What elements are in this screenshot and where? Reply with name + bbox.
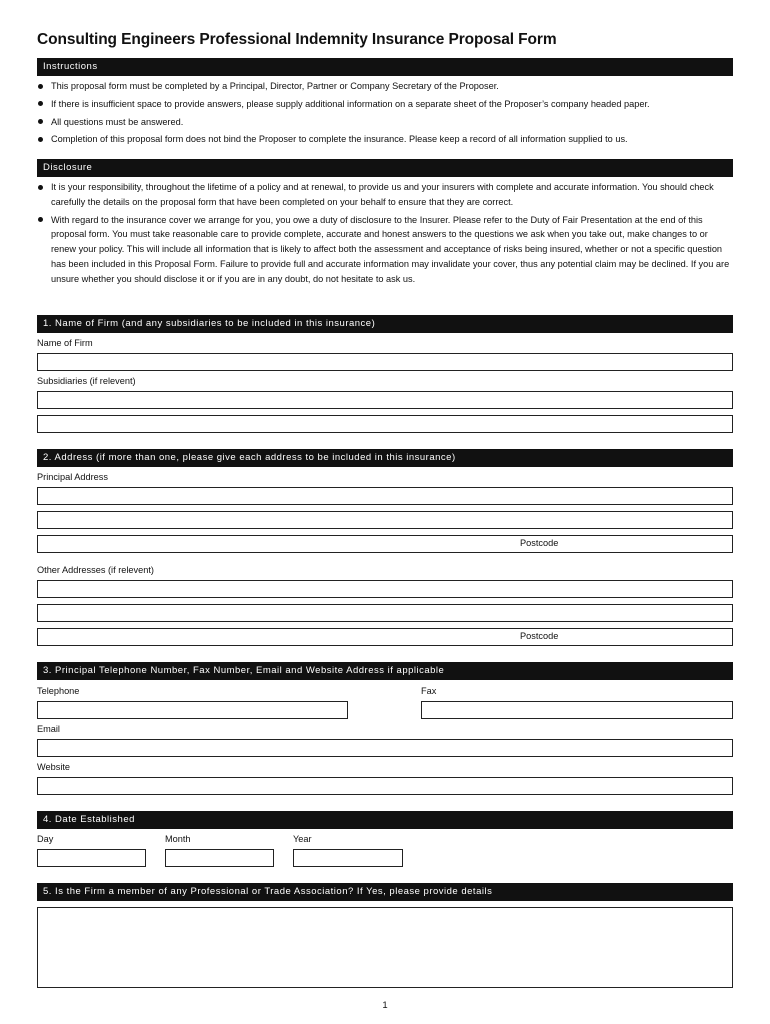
section3-header: 3. Principal Telephone Number, Fax Number, Email and Website Address if applicable xyxy=(37,662,733,680)
disclosure-item: It is your responsibility, throughout the lifetime of a policy and at renewal, to provide us and your insurers with complete and accurate information. You should check carefully the details on the proposal form that have been completed on your behalf to ensure that they are correct. xyxy=(37,180,733,210)
other-address-field-1[interactable] xyxy=(37,580,733,598)
disclosure-list xyxy=(37,180,733,287)
website-label: Website xyxy=(37,762,71,772)
instruction-item: This proposal form must be completed by a Principal, Director, Partner or Company Secretary of the Proposer. xyxy=(37,79,733,94)
telephone-field[interactable] xyxy=(37,701,348,719)
section2-header: 2. Address (if more than one, please give each address to be included in this insurance) xyxy=(37,449,733,467)
instruction-item: All questions must be answered. xyxy=(37,115,733,130)
disclosure-header: Disclosure xyxy=(37,159,733,177)
instructions-header: Instructions xyxy=(37,58,733,76)
month-label: Month xyxy=(165,834,191,844)
principal-address-field-3[interactable] xyxy=(37,535,733,553)
firm-name-field[interactable] xyxy=(37,353,733,371)
day-field[interactable] xyxy=(37,849,146,867)
principal-address-field-2[interactable] xyxy=(37,511,733,529)
subsidiaries-label: Subsidiaries (if relevent) xyxy=(37,376,136,386)
fax-label: Fax xyxy=(421,686,437,696)
subsidiaries-field-1[interactable] xyxy=(37,391,733,409)
instruction-item: If there is insufficient space to provide answers, please supply additional information on a separate sheet of the Proposer’s company headed paper. xyxy=(37,97,733,112)
day-label: Day xyxy=(37,834,54,844)
other-addresses-label: Other Addresses (if relevent) xyxy=(37,565,154,575)
year-field[interactable] xyxy=(293,849,403,867)
website-field[interactable] xyxy=(37,777,733,795)
firm-name-label: Name of Firm xyxy=(37,338,93,348)
disclosure-item: With regard to the insurance cover we arrange for you, you owe a duty of disclosure to the Insurer. Please refer to the Duty of Fair Presentation at the end of this proposal form. You must take reasonable care to provide complete, accurate and honest answers to the questions we ask when you take out, make changes to or renew your policy. This will include all information that is likely to affect both the assessment and acceptance of risks being insured, whether or not a specific question has been included in this Proposal Form. Failure to provide full and accurate information may invalidate your cover, thus any potential claim may be declined. If you are unsure whether you should disclose it or if you are in any doubt, do not hesitate to ask us. xyxy=(37,213,733,287)
year-label: Year xyxy=(293,834,312,844)
section4-header: 4. Date Established xyxy=(37,811,733,829)
month-field[interactable] xyxy=(165,849,274,867)
telephone-label: Telephone xyxy=(37,686,80,696)
principal-address-field-1[interactable] xyxy=(37,487,733,505)
association-details-field[interactable] xyxy=(37,907,733,988)
other-address-field-2[interactable] xyxy=(37,604,733,622)
page-number: 1 xyxy=(382,1000,388,1011)
other-address-field-3[interactable] xyxy=(37,628,733,646)
instruction-item: Completion of this proposal form does not bind the Proposer to complete the insurance. Please keep a record of all information supplied to us. xyxy=(37,132,733,147)
section1-header: 1. Name of Firm (and any subsidiaries to be included in this insurance) xyxy=(37,315,733,333)
principal-address-label: Principal Address xyxy=(37,472,108,482)
fax-field[interactable] xyxy=(421,701,733,719)
email-label: Email xyxy=(37,724,60,734)
section5-header: 5. Is the Firm a member of any Professional or Trade Association? If Yes, please provide details xyxy=(37,883,733,901)
instructions-list xyxy=(37,79,733,147)
principal-postcode-label: Postcode xyxy=(520,538,559,548)
page-title: Consulting Engineers Professional Indemnity Insurance Proposal Form xyxy=(37,31,557,48)
subsidiaries-field-2[interactable] xyxy=(37,415,733,433)
other-postcode-label: Postcode xyxy=(520,631,559,641)
email-field[interactable] xyxy=(37,739,733,757)
